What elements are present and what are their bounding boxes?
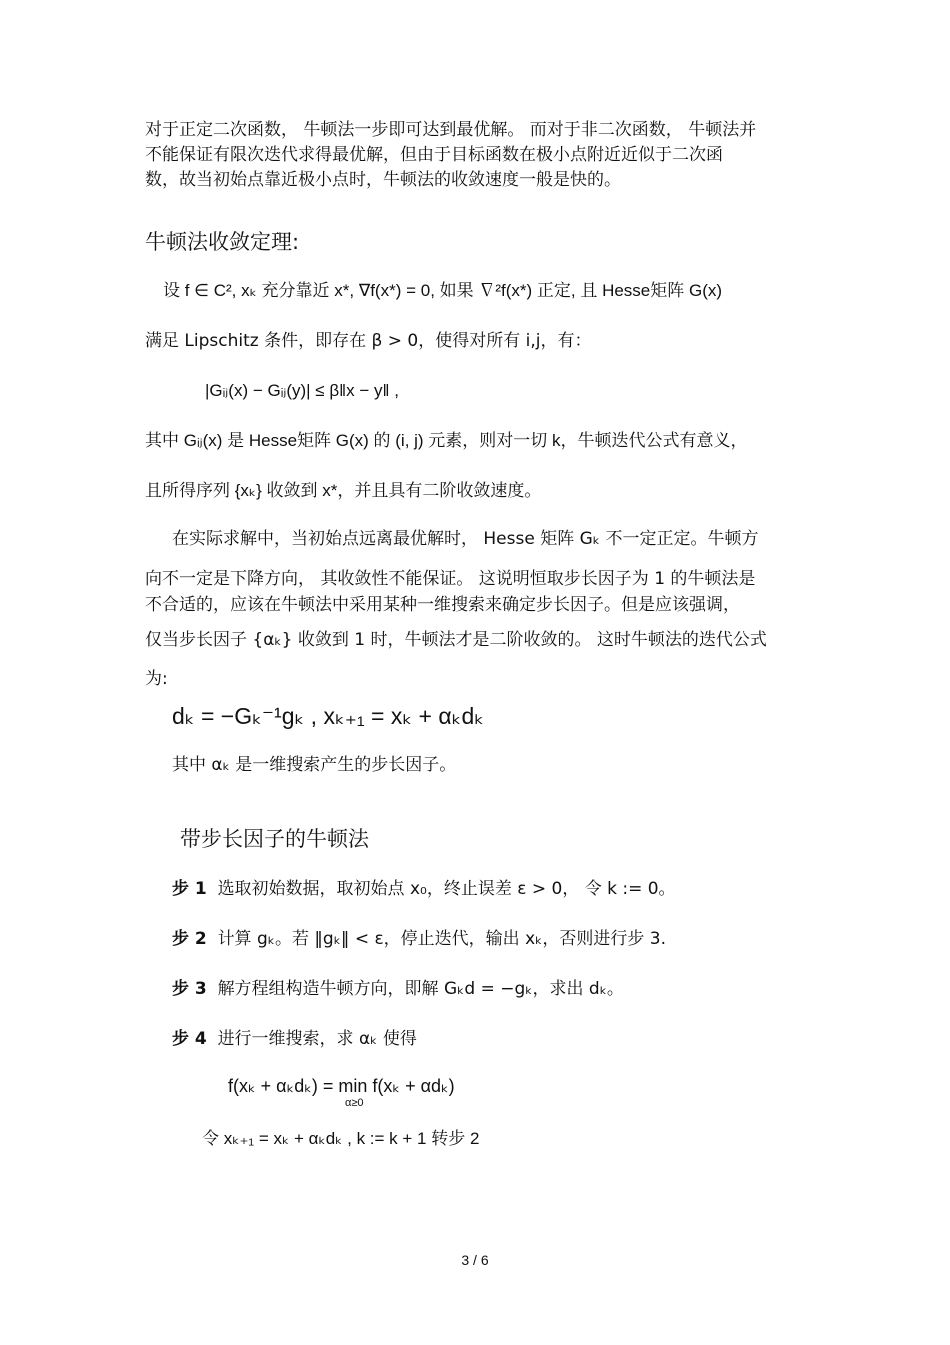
newton-iteration-formula: dₖ = −Gₖ⁻¹gₖ , xₖ₊₁ = xₖ + αₖdₖ — [172, 703, 485, 729]
intro-line-1: 对于正定二次函数， 牛顿法一步即可达到最优解。 而对于非二次函数， 牛顿法并 — [145, 120, 757, 140]
step-label: 步 2 — [172, 929, 207, 949]
page-number: 3 / 6 — [461, 1252, 489, 1268]
step-label: 步 3 — [172, 979, 207, 999]
lipschitz-formula: |Gᵢⱼ(x) − Gᵢⱼ(y)| ≤ β‖x − y‖ , — [205, 381, 400, 400]
step-label: 步 4 — [172, 1029, 207, 1049]
discussion-line-5: 为: — [145, 669, 168, 689]
theorem-line-1: 设 f ∈ C², xₖ 充分靠近 x*, ∇f(x*) = 0, 如果 ∇²f(x*) 正定, 且 Hesse矩阵 G(x) — [163, 281, 723, 300]
step-label: 步 1 — [172, 879, 207, 899]
step-text: 计算 gₖ。若 ‖gₖ‖ < ε，停止迭代，输出 xₖ，否则进行步 3. — [217, 929, 666, 949]
intro-line-2: 不能保证有限次迭代求得最优解，但由于目标函数在极小点附近近似于二次函 — [145, 145, 723, 165]
theorem-line-4: 且所得序列 {xₖ} 收敛到 x*，并且具有二阶收敛速度。 — [145, 481, 542, 500]
theorem-line-3: 其中 Gᵢⱼ(x) 是 Hesse矩阵 G(x) 的 (i, j) 元素，则对一切 k，牛顿迭代公式有意义， — [145, 431, 748, 450]
step-text: 选取初始数据，取初始点 x₀，终止误差 ε > 0， 令 k := 0。 — [217, 879, 676, 899]
algorithm-heading: 带步长因子的牛顿法 — [180, 827, 369, 851]
discussion-line-3: 不合适的，应该在牛顿法中采用某种一维搜索来确定步长因子。但是应该强调， — [145, 595, 740, 615]
line-search-formula: f(xₖ + αₖdₖ) = min f(xₖ + αdₖ) — [228, 1076, 455, 1096]
algorithm-step — [172, 928, 666, 950]
discussion-line-4: 仅当步长因子 {αₖ} 收敛到 1 时，牛顿法才是二阶收敛的。 这时牛顿法的迭代公式 — [145, 630, 767, 650]
discussion-line-1: 在实际求解中，当初始点远离最优解时， Hesse 矩阵 Gₖ 不一定正定。牛顿方 — [172, 529, 759, 549]
theorem-heading: 牛顿法收敛定理: — [145, 230, 300, 254]
intro-line-3: 数，故当初始点靠近极小点时，牛顿法的收敛速度一般是快的。 — [145, 170, 621, 190]
algorithm-step — [172, 978, 624, 1000]
discussion-line-2: 向不一定是下降方向， 其收敛性不能保证。 这说明恒取步长因子为 1 的牛顿法是 — [145, 569, 756, 589]
theorem-line-2: 满足 Lipschitz 条件，即存在 β > 0，使得对所有 i,j，有： — [145, 331, 592, 351]
algorithm-step — [172, 878, 676, 900]
step-text: 解方程组构造牛顿方向，即解 Gₖd = −gₖ，求出 dₖ。 — [217, 979, 624, 999]
step-factor-note: 其中 αₖ 是一维搜索产生的步长因子。 — [172, 755, 457, 775]
step-text: 进行一维搜索，求 αₖ 使得 — [217, 1029, 417, 1049]
line-search-subscript: α≥0 — [345, 1097, 364, 1109]
algorithm-step — [172, 1028, 417, 1050]
update-rule: 令 xₖ₊₁ = xₖ + αₖdₖ , k := k + 1 转步 2 — [202, 1129, 480, 1148]
